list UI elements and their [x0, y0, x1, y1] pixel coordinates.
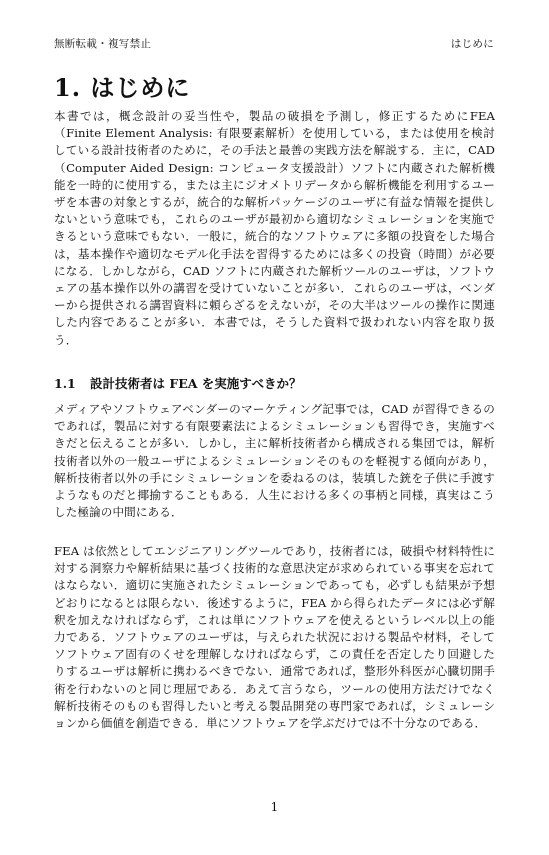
chapter-title: 1. はじめに [54, 73, 191, 102]
running-header-right: はじめに [450, 38, 494, 50]
section-title: 設計技術者は FEA を実施すべきか？ [90, 376, 302, 391]
body-paragraph-3: FEA は依然としてエンジニアリングツールであり，技術者には，破損や材料特性に対する洞察力や解析結果に基づく技術的な意思決定が求められている事実を忘れてはならない．適切に実施されたシミュレーションであっても，必ずしも結果が予想どおりになるとは限らない．後述するように，FEA から得られたデータには必ず解釈を加えなければならず，これは単にソフトウェアを使えるというレベル以上の能力である．ソフトウェアのユーザは，与えられた状況における製品や材料，そしてソフトウェア固有のくせを理解しなければならず，この責任を否定したり回避したりするユーザは解析に携わるべきでない．通常であれば，整形外科医が心臓切開手術を行わないのと同じ理屈である．あえて言うなら，ツールの使用方法だけでなく解析技術そのものも習得したいと考える製品開発の専門家であれば，シミュレーションから価値を創造できる．単にソフトウェアを学ぶだけでは不十分なのである． [54, 544, 495, 731]
running-header-left: 無断転載・複写禁止 [54, 38, 152, 50]
body-paragraph-2: メディアやソフトウェアベンダーのマーケティング記事では，CAD が習得できるのであれば，製品に対する有限要素法によるシミュレーションも習得でき，実施すべきだと伝えることが多い．しかし，主に解析技術者から構成される集団では，解析技術者以外の一般ユーザによるシミュレーションそのものを軽視する傾向があり，解析技術者以外の手にシミュレーションを委ねるのは，装填した銃を子供に手渡すようなものだと揶揄することもある．人生における多くの事柄と同様，真実はこうした極論の中間にある． [54, 402, 495, 520]
section-heading [54, 374, 302, 392]
section-number: 1.1 [54, 376, 76, 391]
page-number: 1 [270, 800, 279, 814]
intro-paragraph-1: 本書では，概念設計の妥当性や，製品の破損を予測し，修正するためにFEA（Finite Element Analysis: 有限要素解析）を使用している，または使用を検討している設計技術者のために，その手法と最善の実践方法を解説する．主に，CAD（Computer Aided Design: コンピュータ支援設計）ソフトに内蔵された解析機能を一時的に使用する，または主にジオメトリデータから解析機能を利用するユーザを本書の対象とするが，統合的な解析パッケージのユーザに有益な情報を提供しないという意味でも，これらのユーザが最初から適切なシミュレーションを実施できるという意味でもない．一般に，統合的なソフトウェアに多額の投資をした場合は，基本操作や適切なモデル化手法を習得するためには多くの投資（時間）が必要になる．しかしながら，CAD ソフトに内蔵された解析ツールのユーザは，ソフトウェアの基本操作以外の講習を受けていないことが多い．これらのユーザは，ベンダーから提供される講習資料に頼らざるをえないが，その大半はツールの操作に関連した内容であることが多い．本書では，そうした資料で扱われない内容を取り扱う． [54, 109, 495, 347]
